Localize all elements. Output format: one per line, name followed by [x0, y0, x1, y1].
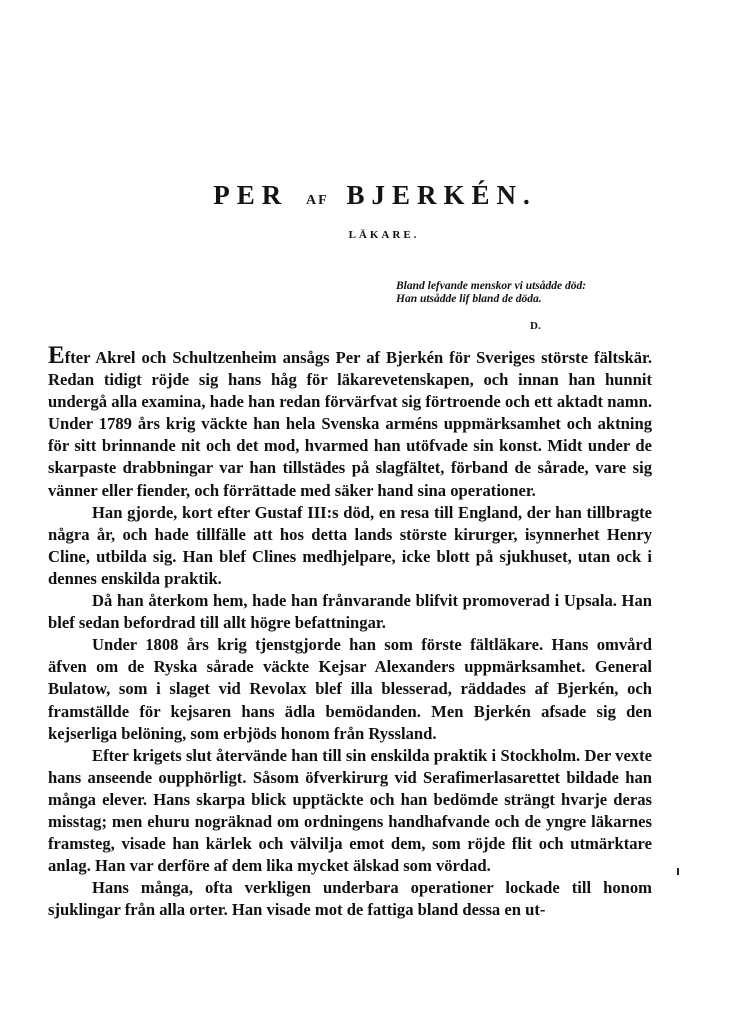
paragraph: Efter krigets slut återvände han till sin enskilda praktik i Stockholm. Der vexte hans anseende oupphörligt. Såsom öfverkirurg vid Serafimerlasarettet bildade han många elever. Hans skarpa blick upptäckte och han bedömde strängt hvarje deras misstag; men ehuru nogräknad om ordningens handhafvande och de yngre läkarnes framsteg, visade han kärlek och välvilja emot dem, som röjde flit och utmärktare anlag. Han var derföre af dem lika mycket älskad som vördad.: [48, 745, 652, 876]
paragraph: Då han återkom hem, hade han frånvarande blifvit promoverad i Upsala. Han blef sedan befordrad till allt högre befattningar.: [48, 591, 652, 633]
paragraph: Han gjorde, kort efter Gustaf III:s död, en resa till England, der han tillbragte några år, och hade tillfälle att hos detta lands störste kirurger, isynnerhet Henry Cline, utbilda sig. Han blef Clines medhjelpare, icke blott på sjukhuset, utan ock i dennes enskilda praktik.: [48, 502, 652, 588]
paragraph: Under 1808 års krig tjenstgjorde han som förste fältläkare. Hans omvård äfven om de Ryska sårade väckte Kejsar Alexanders uppmärksamhet. General Bulatow, som i slaget vid Revolax blef illa blesserad, räddades af Bjerkén, och framställde för kejsaren hans ädla bemödanden. Men Bjerkén afsade sig den kejserliga belöning, som erbjöds honom från Ryssland.: [48, 635, 652, 743]
epigraph-line: Bland lefvande menskor vi utsådde död:: [396, 280, 587, 292]
paragraph: Hans många, ofta verkligen underbara operationer lockade till honom sjuklingar från alla orter. Han visade mot de fattiga bland dessa en ut-: [48, 878, 652, 920]
epigraph: [396, 280, 696, 306]
margin-mark: [677, 868, 679, 875]
page-subtitle: LÄKARE.: [348, 229, 420, 241]
epigraph-author: D.: [530, 320, 541, 332]
epigraph-line: Han utsådde lif bland de döda.: [396, 293, 542, 305]
title-name-part: PER: [213, 180, 289, 210]
initial-letter: E: [48, 342, 65, 369]
paragraph: [48, 342, 652, 502]
title-particle: AF: [306, 193, 329, 208]
body-text: [48, 342, 652, 921]
title-surname-part: BJERKÉN.: [346, 180, 537, 210]
page-title: [0, 180, 750, 211]
paragraph-text: fter Akrel och Schultzenheim ansågs Per af Bjerkén för Sveriges störste fältskär. Redan tidigt röjde sig hans håg för läkarevetenskapen, och innan han hunnit undergå alla examina, hade han redan förvärfvat sig förtroende och ett aktadt namn. Under 1789 års krig väckte han hela Svenska arméns uppmärksamhet och aktning för sitt brinnande nit och det mod, hvarmed han utöfvade sin konst. Midt under de skarpaste drabbningar var han tillstädes på slagfältet, förband de sårade, vare sig vänner eller fiender, och förrättade med säker hand sina operationer.: [48, 348, 652, 500]
